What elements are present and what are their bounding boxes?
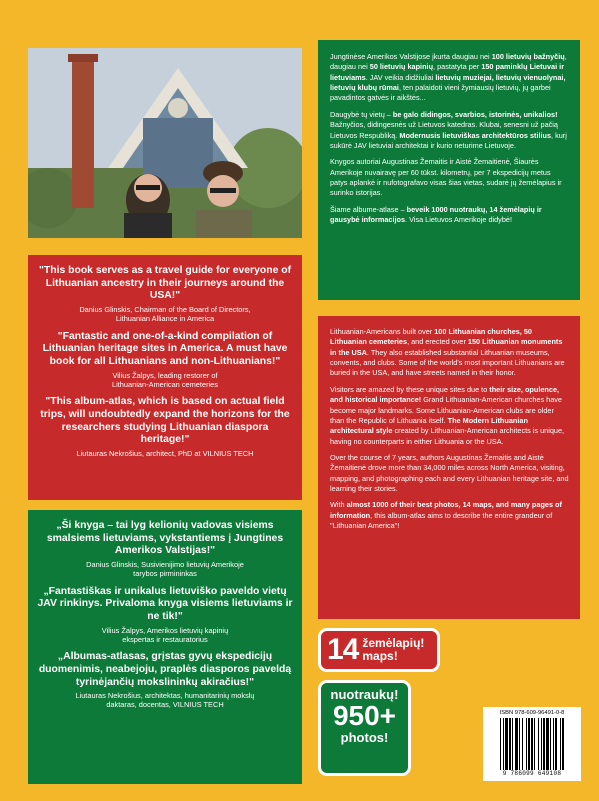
photos-label-en: photos!: [340, 730, 389, 745]
author-line: ekspertas ir restauratorius: [122, 634, 208, 644]
quote-text: „Albumas-atlasas, grįstas gyvų ekspedicijų duomenimis, neabejoju, praplės diasporos paveldą tyrinėjančių mokslininkų akiračius!": [38, 651, 292, 688]
quote: [36, 396, 294, 458]
en-paragraph-4: [330, 500, 570, 531]
quote-author: [36, 449, 294, 458]
maps-label-en: maps!: [362, 649, 398, 663]
bold-text: their size, opulence, and historical importance!: [330, 384, 560, 405]
lt-paragraph-3: Knygos autoriai Augustinas Žemaitis ir Aistė Žemaitienė, Šiaurės Amerikoje nuvairavę per 60 tūkst. kilometrų, per 7 ekspedicijų metus patys aplankė ir nufotografavo visas šias vietas, sudarė jų žemėlapius ir surinko istorijas.: [330, 157, 562, 198]
bold-text: lietuvių muziejai, lietuvių vienuolynai, lietuvių klubų rūmai: [330, 72, 566, 93]
quote: [36, 651, 294, 710]
quote-text: "This book serves as a travel guide for everyone of Lithuanian ancestry in their journeys around the USA!": [38, 265, 292, 302]
bold-text: 50 lietuvių kapinių: [369, 62, 434, 72]
quote-text: „Fantastiškas ir unikalus lietuviško paveldo vietų JAV rinkinys. Privaloma knyga visiems lietuviams ir ne tik!": [37, 585, 293, 622]
quote-text: „Ši knyga – tai lyg kelionių vadovas visiems smalsiems lietuviams, vykstantiems į Jungtines Amerikos Valstijas!": [46, 520, 284, 557]
text: , daugiau nei: [330, 52, 567, 72]
bold-text: 100 Lithuanian churches, 50 Lithuanian cemeteries: [330, 327, 532, 347]
lithuanian-quotes: [28, 510, 302, 784]
bold-text: beveik 1000 nuotraukų, 14 žemėlapių ir gausybė informacijos: [330, 204, 542, 225]
church-and-authors-photo: [28, 48, 302, 238]
quote-author: [36, 305, 294, 324]
author-line: Lithuanian-American cemeteries: [112, 379, 218, 389]
quote-author: [36, 691, 294, 710]
maps-label: [362, 637, 424, 662]
text: Bažnyčios, didingesnės už Lietuvos katedras. Klubai, senesni už pačią Lietuvos Respubliką.: [330, 120, 558, 140]
lt-paragraph-4: [330, 205, 570, 226]
text: , this album-atlas aims to describe the entire grandeur of "Lithuanian America"!: [330, 510, 553, 531]
bold-text: 150 paminklų Lietuvai ir lietuviams: [330, 62, 565, 82]
text: , kurį sukūrė JAV lietuviai architektai ir kurio neturime Lietuvoje.: [330, 130, 567, 150]
text: . They also established substantial Lithuanian museums, convents, and clubs. Some of the world's most important Lithuanians are buried in the USA, and have streets named in their honor.: [330, 347, 565, 378]
quote: [36, 331, 294, 390]
text: Lithuanian-Americans built over: [330, 327, 435, 336]
photos-count: 950+: [332, 700, 397, 731]
bold-text: almost 1000 of their best photos, 14 maps, and many pages of information: [330, 500, 562, 520]
quote: [36, 265, 294, 324]
barcode-bars: [487, 718, 577, 770]
quote-text: "This album-atlas, which is based on actual field trips, will undoubtedly expand the horizons for the researchers studying Lithuanian diaspora heritage!": [40, 396, 290, 446]
bold-text: 100 lietuvių bažnyčių: [491, 52, 565, 61]
maps-count: 14: [327, 633, 359, 666]
text: , pastatyta per: [433, 62, 482, 72]
text: , ten palaidoti vieni žymiausių lietuvių, jų garbei pavadintos gatvės ir aikštės...: [330, 83, 551, 103]
text: . JAV veikia didžiuliai: [365, 72, 436, 82]
author-line: daktaras, docentas, VILNIUS TECH: [106, 700, 224, 710]
en-paragraph-3: Over the course of 7 years, authors Augustinas Žemaitis and Aistė Žemaitienė drove more than 34,000 miles across North America, visiting, mapping, and photographing each and every Lithuanian heritage site, and learning their stories.: [330, 452, 569, 494]
bold-text: The Modern Lithuanian architectural style: [330, 415, 528, 436]
en-paragraph-2: [330, 385, 570, 447]
author-line: Liutauras Nekrošius, architect, PhD at VILNIUS TECH: [76, 448, 254, 458]
text: Jungtinėse Amerikos Valstijose įkurta daugiau nei: [330, 52, 492, 61]
maps-badge: [318, 628, 440, 672]
quote: [36, 586, 294, 645]
author-line: Lithuanian Alliance in America: [115, 314, 215, 324]
photos-label-lt: nuotraukų!: [330, 687, 399, 702]
isbn-text: ISBN 978-609-96491-0-8: [499, 710, 565, 716]
author-line: tarybos pirmininkas: [133, 569, 197, 579]
author-line: Vilius Žalpys, Amerikos lietuvių kapinių: [101, 625, 229, 635]
lithuanian-description: [318, 40, 580, 300]
author-line: Danius Glinskis, Chairman of the Board of Directors,: [79, 305, 251, 315]
barcode: [483, 707, 581, 781]
quote-author: [36, 371, 294, 390]
lt-paragraph-1: [330, 52, 570, 104]
ean-digits: 9 786099 649108: [502, 770, 562, 777]
text: , and erected over: [407, 337, 468, 347]
bold-text: Modernusis lietuviškas architektūros stilius: [399, 130, 552, 140]
english-description: [318, 316, 580, 619]
english-quotes: [28, 255, 302, 500]
bold-text: be galo didingos, svarbios, istorinės, unikalios!: [392, 109, 558, 119]
text: Visitors are amazed by these unique sites due to: [330, 384, 490, 394]
barcode-stripe: [562, 718, 564, 770]
author-line: Liutauras Nekrošius, architektas, humanitarinių mokslų: [75, 691, 255, 701]
text: Daugybė tų vietų –: [330, 109, 393, 119]
text: With: [330, 500, 347, 510]
quote-text: "Fantastic and one-of-a-kind compilation of Lithuanian heritage sites in America. A must have book for all Lithuanians and non-Lithuanians!": [42, 330, 288, 367]
quote-author: [36, 560, 294, 579]
bold-text: 150 Lithuanian monuments in the USA: [330, 337, 563, 357]
maps-label-lt: žemėlapių!: [362, 636, 425, 651]
text: Šiame albume-atlase –: [330, 204, 407, 214]
quote-author: [36, 626, 294, 645]
author-line: Vilius Žalpys, leading restorer of: [112, 370, 218, 380]
text: Grand Lithuanian-American churches have become major landmarks. Some Lithuanian-American clubs are older than the Republic of Lithuania itself.: [330, 395, 562, 425]
author-line: Danius Glinskis, Susivienijimo lietuvių Amerikoje: [86, 560, 244, 570]
text: . Visa Lietuvos Amerikoje didybė!: [405, 215, 512, 225]
quote: [36, 520, 294, 579]
photos-badge: [318, 680, 411, 776]
text: created by Lithuanian-American architects is unique, having no counterparts in either Lithuania or the USA.: [330, 426, 565, 446]
en-paragraph-1: [330, 327, 570, 379]
lt-paragraph-2: [330, 110, 570, 151]
cover-photo: [28, 48, 302, 238]
